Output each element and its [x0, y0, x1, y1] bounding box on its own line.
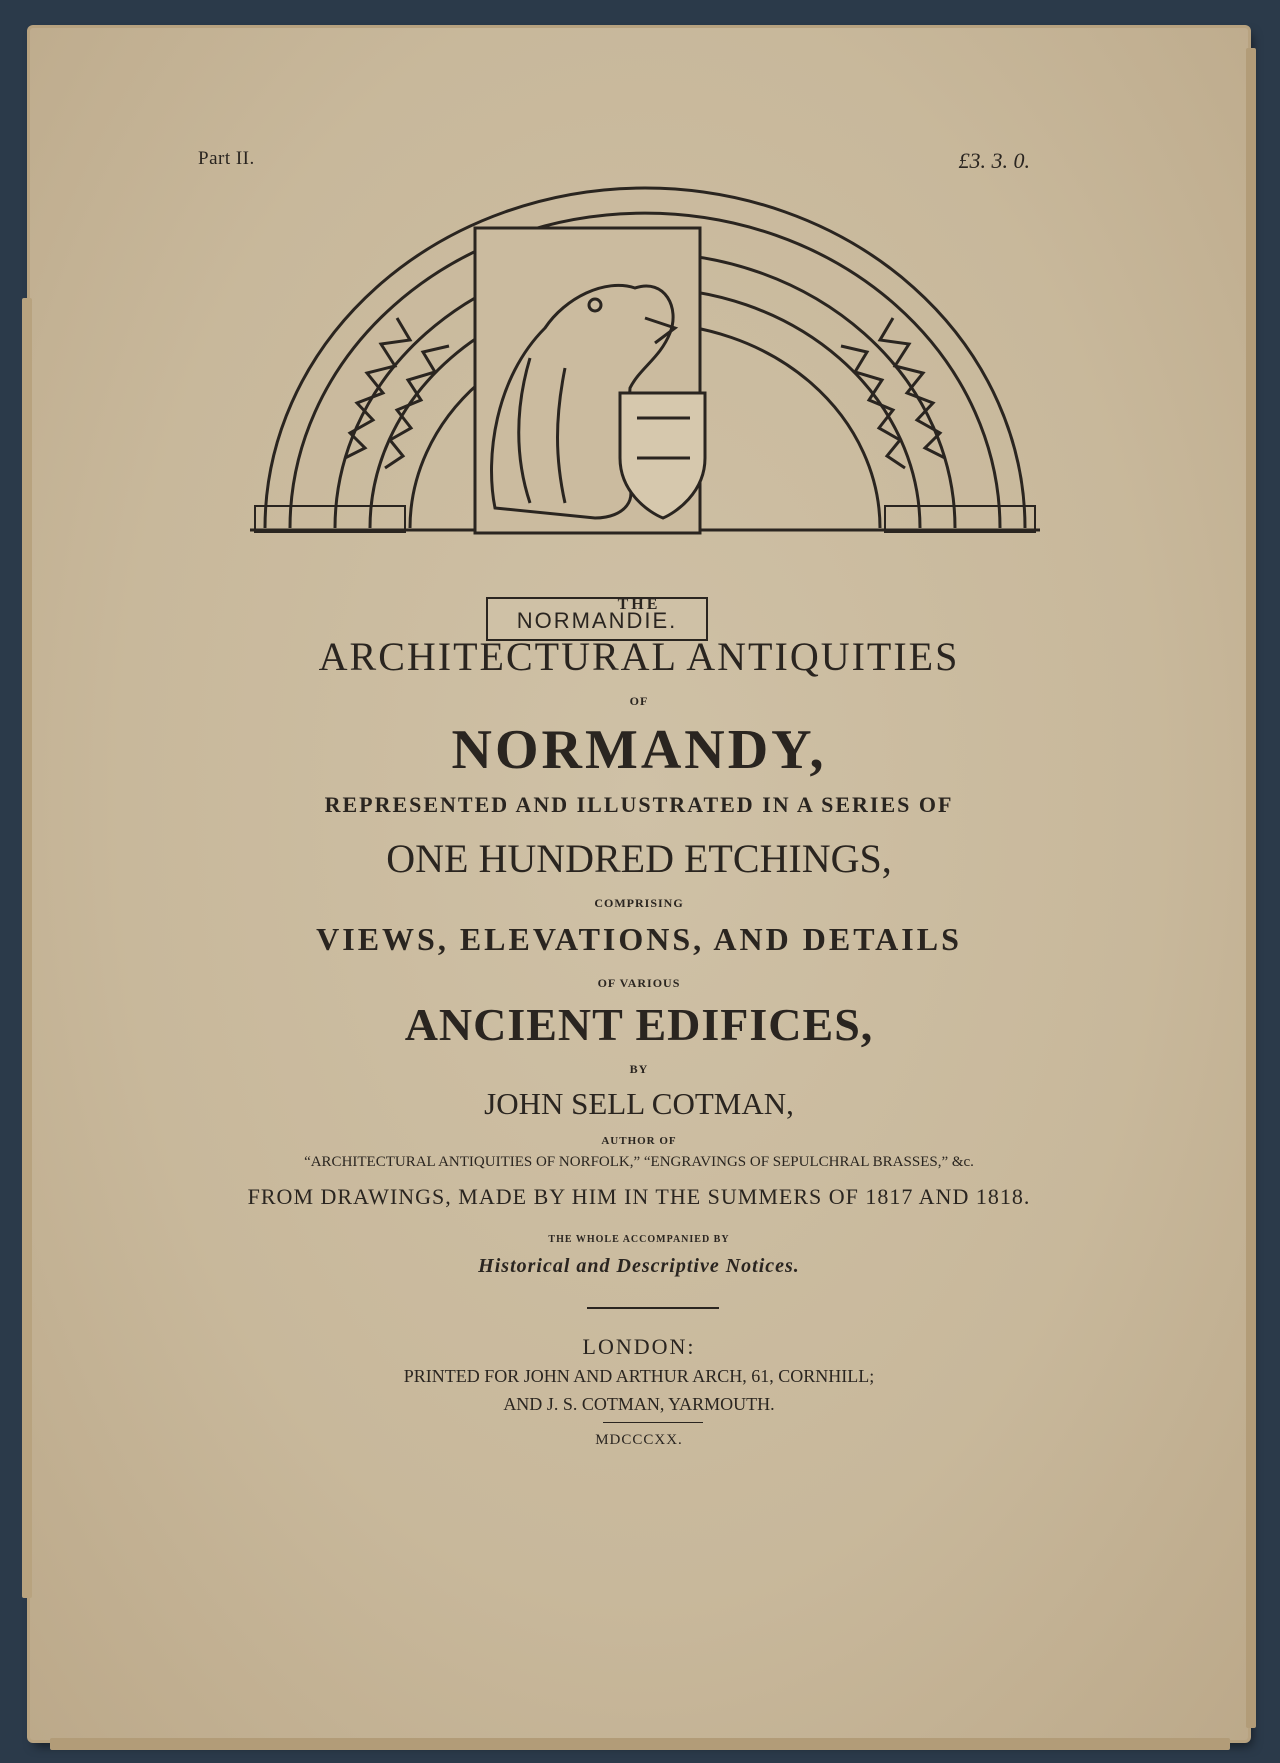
book-cover: [30, 28, 1248, 1740]
notices-line: Historical and Descriptive Notices.: [478, 1255, 800, 1277]
comprising-label: COMPRISING: [594, 896, 684, 910]
by-label: BY: [629, 1062, 649, 1076]
drawings-line: FROM DRAWINGS, MADE BY HIM IN THE SUMMERS OF 1817 AND 1818.: [247, 1184, 1031, 1209]
divider-rule: [587, 1307, 719, 1309]
views-line: VIEWS, ELEVATIONS, AND DETAILS: [316, 921, 962, 957]
cotman-line: AND J. S. COTMAN, YARMOUTH.: [503, 1394, 775, 1414]
tablet-label: NORMANDIE.: [516, 608, 678, 633]
printed-line: PRINTED FOR JOHN AND ARTHUR ARCH, 61, CORNHILL;: [403, 1366, 875, 1386]
norman-arch-lion-etching: [245, 158, 1045, 648]
previous-works: “ARCHITECTURAL ANTIQUITIES OF NORFOLK,” “ENGRAVINGS OF SEPULCHRAL BRASSES,” &c.: [304, 1154, 974, 1170]
accompanied-label: THE WHOLE ACCOMPANIED BY: [548, 1234, 730, 1245]
edifices-line: ANCIENT EDIFICES,: [404, 999, 874, 1050]
year-rule: [603, 1422, 703, 1423]
the-label: THE: [617, 596, 661, 613]
part-number: Part II.: [198, 148, 255, 169]
author-of-label: AUTHOR OF: [601, 1135, 677, 1147]
author-name: JOHN SELL COTMAN,: [484, 1086, 794, 1121]
of-label: OF: [629, 694, 649, 708]
etchings-line: ONE HUNDRED ETCHINGS,: [386, 836, 892, 881]
london-label: LONDON:: [582, 1334, 696, 1359]
represented-line: REPRESENTED AND ILLUSTRATED IN A SERIES OF: [324, 792, 954, 817]
price: £3. 3. 0.: [958, 148, 1030, 173]
of-various-label: OF VARIOUS: [597, 976, 681, 990]
title-line1: ARCHITECTURAL ANTIQUITIES: [318, 634, 960, 679]
page-edge-bottom: [50, 1738, 1230, 1750]
title-main: NORMANDY,: [451, 719, 827, 781]
page-edge-right: [1246, 48, 1256, 1728]
year: MDCCCXX.: [595, 1432, 683, 1448]
